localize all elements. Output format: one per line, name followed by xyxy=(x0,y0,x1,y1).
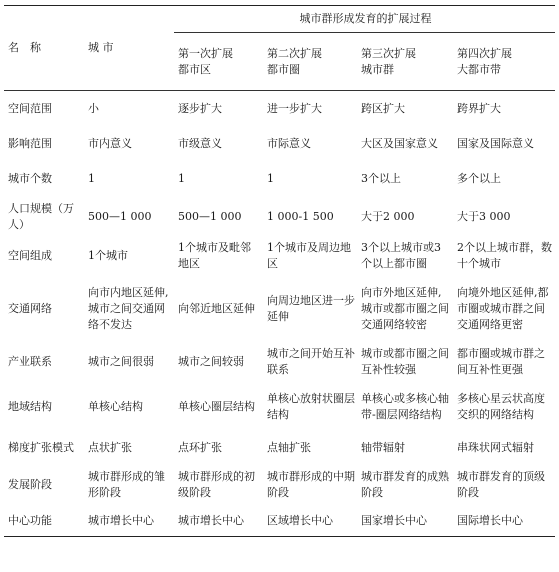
table-cell: 市级意义 xyxy=(178,136,222,150)
row-label: 影响范围 xyxy=(8,136,52,150)
row-label: 交通网络 xyxy=(8,301,52,315)
table-cell: 跨区扩大 xyxy=(361,101,405,115)
table-cell: 城市群形成的中期阶段 xyxy=(267,469,355,499)
table-cell: 区域增长中心 xyxy=(267,514,333,528)
table-row xyxy=(4,275,555,343)
table-cell: 1 000-1 500 xyxy=(267,209,334,223)
table-cell: 城市或都市圈之间互补性较强 xyxy=(361,346,449,376)
table-cell: 1个城市及周边地区 xyxy=(267,240,351,270)
table-row xyxy=(4,91,555,127)
table-cell: 国家及国际意义 xyxy=(457,136,534,150)
header-group: 城市群形成发育的扩展过程 xyxy=(174,6,555,33)
table-cell: 500—1 000 xyxy=(178,209,242,223)
row-label: 人口规模（万人） xyxy=(8,201,74,231)
table-cell: 国际增长中心 xyxy=(457,514,523,528)
table-cell: 城市之间开始互补联系 xyxy=(267,346,355,376)
row-label: 梯度扩张模式 xyxy=(8,440,74,454)
table-cell: 1 xyxy=(88,171,95,185)
row-label: 城市个数 xyxy=(8,171,52,185)
row-label: 空间范围 xyxy=(8,101,52,115)
table-cell: 市际意义 xyxy=(267,136,311,150)
table-cell: 2个以上城市群，数十个城市 xyxy=(457,240,552,270)
table-cell: 城市群发育的成熟阶段 xyxy=(361,469,449,499)
table-cell: 都市圈或城市群之间互补性更强 xyxy=(457,346,545,376)
table-cell: 大于3 000 xyxy=(457,209,511,223)
header-city: 城 市 xyxy=(84,6,174,91)
table-cell: 1个城市及毗邻地区 xyxy=(178,240,251,270)
table-cell: 向邻近地区延伸 xyxy=(178,301,255,315)
table-cell: 多核心星云状高度交织的网络结构 xyxy=(457,391,545,421)
table-cell: 单核心放射状圈层结构 xyxy=(267,391,355,421)
header-phase-1: 第一次扩展 都市区 xyxy=(178,46,233,76)
row-label: 地域结构 xyxy=(8,399,52,413)
table-cell: 城市之间较弱 xyxy=(178,354,244,368)
table-cell: 1 xyxy=(178,171,185,185)
table-cell: 国家增长中心 xyxy=(361,514,427,528)
table-body xyxy=(4,91,555,537)
table-cell: 跨界扩大 xyxy=(457,101,501,115)
table-cell: 城市群发育的顶级阶段 xyxy=(457,469,545,499)
header-name: 名 称 xyxy=(4,6,84,91)
table-row xyxy=(4,343,555,381)
row-label: 发展阶段 xyxy=(8,477,52,491)
table-cell: 大区及国家意义 xyxy=(361,136,438,150)
table-cell: 向周边地区进一步延伸 xyxy=(267,293,355,323)
table-cell: 串珠状网式辐射 xyxy=(457,440,534,454)
table-row xyxy=(4,161,555,197)
table-cell: 3个以上城市或3个以上都市圈 xyxy=(361,240,441,270)
table-cell: 逐步扩大 xyxy=(178,101,222,115)
table-cell: 向境外地区延伸,都市圈或城市群之间交通网络更密 xyxy=(457,285,549,331)
table-cell: 小 xyxy=(88,101,99,115)
table-cell: 单核心圈层结构 xyxy=(178,399,255,413)
header-phase-3: 第三次扩展 城市群 xyxy=(361,46,416,76)
table-row xyxy=(4,127,555,161)
table-cell: 点轴扩张 xyxy=(267,440,311,454)
table-row xyxy=(4,381,555,433)
table-row xyxy=(4,237,555,275)
table-cell: 大于2 000 xyxy=(361,209,415,223)
table-cell: 3个以上 xyxy=(361,171,401,185)
table-row xyxy=(4,507,555,537)
table-cell: 城市增长中心 xyxy=(88,514,154,528)
urban-agglomeration-table xyxy=(4,5,555,537)
table-cell: 轴带辐射 xyxy=(361,440,405,454)
table-cell: 向市外地区延伸,城市或都市圈之间交通网络较密 xyxy=(361,285,449,331)
table-cell: 市内意义 xyxy=(88,136,132,150)
table-cell: 点环扩张 xyxy=(178,440,222,454)
table-cell: 单核心或多核心轴带-圈层网络结构 xyxy=(361,391,449,421)
table-cell: 向市内地区延伸,城市之间交通网络不发达 xyxy=(88,285,169,331)
row-label: 中心功能 xyxy=(8,514,52,528)
table-cell: 1 xyxy=(267,171,274,185)
table-row xyxy=(4,197,555,237)
table-cell: 城市群形成的初级阶段 xyxy=(178,469,255,499)
table-cell: 点状扩张 xyxy=(88,440,132,454)
table-cell: 1个城市 xyxy=(88,248,128,262)
table-cell: 城市群形成的雏形阶段 xyxy=(88,469,165,499)
table-cell: 单核心结构 xyxy=(88,399,143,413)
table-cell: 500—1 000 xyxy=(88,209,152,223)
row-label: 空间组成 xyxy=(8,248,52,262)
header-phase-4: 第四次扩展 大都市带 xyxy=(457,46,512,76)
table-row xyxy=(4,433,555,463)
table-cell: 城市增长中心 xyxy=(178,514,244,528)
table-row xyxy=(4,463,555,507)
table-cell: 进一步扩大 xyxy=(267,101,322,115)
table-cell: 城市之间很弱 xyxy=(88,354,154,368)
header-phase-2: 第二次扩展 都市圈 xyxy=(267,46,322,76)
row-label: 产业联系 xyxy=(8,354,52,368)
table-cell: 多个以上 xyxy=(457,171,501,185)
